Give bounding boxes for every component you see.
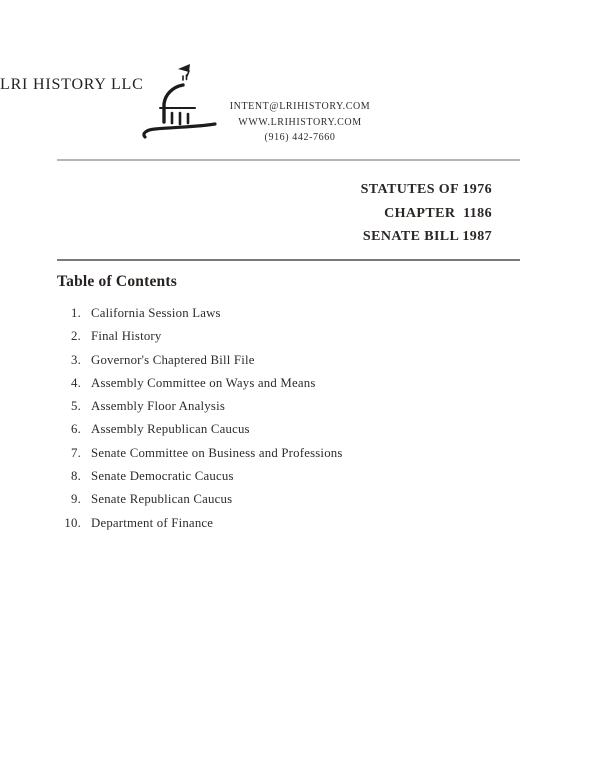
toc-item-label: Department of Finance xyxy=(91,515,214,530)
toc-item xyxy=(57,395,520,418)
statute-reference-block xyxy=(57,178,492,249)
toc-item-number: 2. xyxy=(71,329,81,344)
toc-item-label: Senate Republican Caucus xyxy=(91,492,233,507)
toc-item-number: 10. xyxy=(64,515,81,530)
toc-item xyxy=(57,442,520,465)
toc-item xyxy=(57,512,520,535)
toc-item-number: 5. xyxy=(71,399,81,414)
toc-item-number: 9. xyxy=(71,492,81,507)
horizontal-rule-top xyxy=(57,159,520,161)
company-website: WWW.LRIHISTORY.COM xyxy=(238,117,362,128)
toc-item xyxy=(57,372,520,395)
toc-item-label: Assembly Floor Analysis xyxy=(91,399,225,414)
statutes-line: STATUTES OF 1976 xyxy=(360,182,492,197)
toc-item-label: Assembly Committee on Ways and Means xyxy=(91,375,316,390)
senate-bill-line: SENATE BILL 1987 xyxy=(362,229,492,244)
company-name: LRI HISTORY LLC xyxy=(0,76,144,93)
toc-item-label: Senate Democratic Caucus xyxy=(91,469,234,484)
company-phone: (916) 442-7660 xyxy=(264,132,336,143)
toc-item-label: Assembly Republican Caucus xyxy=(91,422,250,437)
toc-item-label: California Session Laws xyxy=(91,306,221,320)
toc-item xyxy=(57,302,520,325)
toc-item-number: 4. xyxy=(71,375,81,390)
toc-title: Table of Contents xyxy=(57,273,177,290)
toc-item xyxy=(57,349,520,372)
toc-item-number: 3. xyxy=(71,352,81,367)
toc-item-number: 6. xyxy=(71,422,81,437)
company-email: INTENT@LRIHISTORY.COM xyxy=(229,101,371,112)
horizontal-rule-middle xyxy=(57,259,520,261)
toc-item xyxy=(57,488,520,511)
chapter-line: CHAPTER 1186 xyxy=(384,205,492,221)
toc-item-label: Final History xyxy=(91,329,162,344)
toc-item-number: 1. xyxy=(71,306,81,320)
toc-item-number: 8. xyxy=(71,469,81,484)
toc-item xyxy=(57,465,520,488)
toc-item-number: 7. xyxy=(71,445,81,460)
toc-list xyxy=(57,302,520,535)
toc-item xyxy=(57,418,520,441)
toc-item-label: Senate Committee on Business and Professions xyxy=(91,445,343,460)
toc-item xyxy=(57,325,520,348)
toc-item-label: Governor's Chaptered Bill File xyxy=(91,352,255,367)
